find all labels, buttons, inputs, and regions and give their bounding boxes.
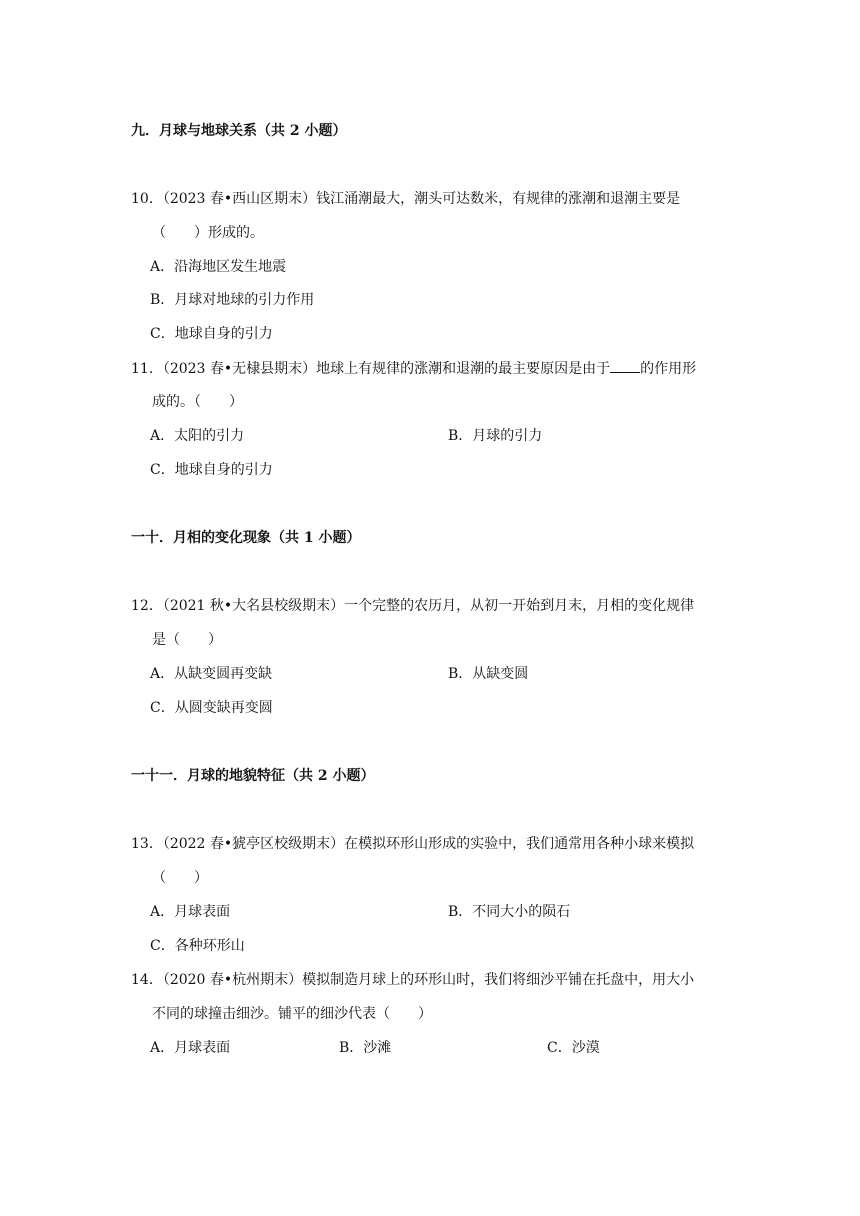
section-title-11: 一十一．月球的地貌特征（共 2 小题） (131, 768, 375, 784)
section-title-10: 一十．月相的变化现象（共 1 小题） (131, 530, 361, 546)
question-10-option-b: B．月球对地球的引力作用 (150, 292, 315, 308)
question-14-option-c: C．沙漠 (547, 1040, 600, 1056)
question-10-stem-line1: 10．（2023 春•西山区期末）钱江涌潮最大，潮头可达数米，有规律的涨潮和退潮主要是 (131, 191, 681, 207)
question-13-option-c: C．各种环形山 (150, 938, 245, 954)
question-11-stem-line1 (131, 358, 696, 379)
question-13-stem-line1: 13．（2022 春•猇亭区校级期末）在模拟环形山形成的实验中，我们通常用各种小球来模拟 (131, 836, 695, 852)
question-11-stem-part1: 11．（2023 春•无棣县期末）地球上有规律的涨潮和退潮的最主要原因是由于 (131, 361, 611, 377)
question-13-option-b: B．不同大小的陨石 (448, 904, 571, 920)
question-11-option-c: C．地球自身的引力 (150, 462, 273, 478)
question-12-option-c: C．从圆变缺再变圆 (150, 700, 273, 716)
question-13-stem-line2: （ ） (152, 870, 208, 886)
answer-blank (610, 358, 640, 373)
question-12-stem-line2: 是（ ） (152, 632, 222, 648)
question-11-stem-line2: 成的。（ ） (152, 394, 243, 410)
question-10-option-a: A．沿海地区发生地震 (150, 259, 287, 275)
question-12-stem-line1: 12．（2021 秋•大名县校级期末）一个完整的农历月，从初一开始到月末，月相的变化规律 (131, 598, 695, 614)
section-title-9: 九．月球与地球关系（共 2 小题） (131, 123, 347, 139)
question-14-option-b: B．沙滩 (339, 1040, 392, 1056)
question-10-stem-line2: （ ）形成的。 (152, 225, 264, 241)
question-14-option-a: A．月球表面 (150, 1040, 231, 1056)
question-14-stem-line1: 14．（2020 春•杭州期末）模拟制造月球上的环形山时，我们将细沙平铺在托盘中，用大小 (131, 972, 695, 988)
question-13-option-a: A．月球表面 (150, 904, 231, 920)
question-11-option-b: B．月球的引力 (448, 428, 543, 444)
question-12-option-b: B．从缺变圆 (448, 666, 529, 682)
question-11-option-a: A．太阳的引力 (150, 428, 245, 444)
question-10-option-c: C．地球自身的引力 (150, 326, 273, 342)
question-11-stem-part2: 的作用形 (640, 361, 697, 377)
question-12-option-a: A．从缺变圆再变缺 (150, 666, 273, 682)
question-14-stem-line2: 不同的球撞击细沙。铺平的细沙代表（ ） (152, 1006, 432, 1022)
